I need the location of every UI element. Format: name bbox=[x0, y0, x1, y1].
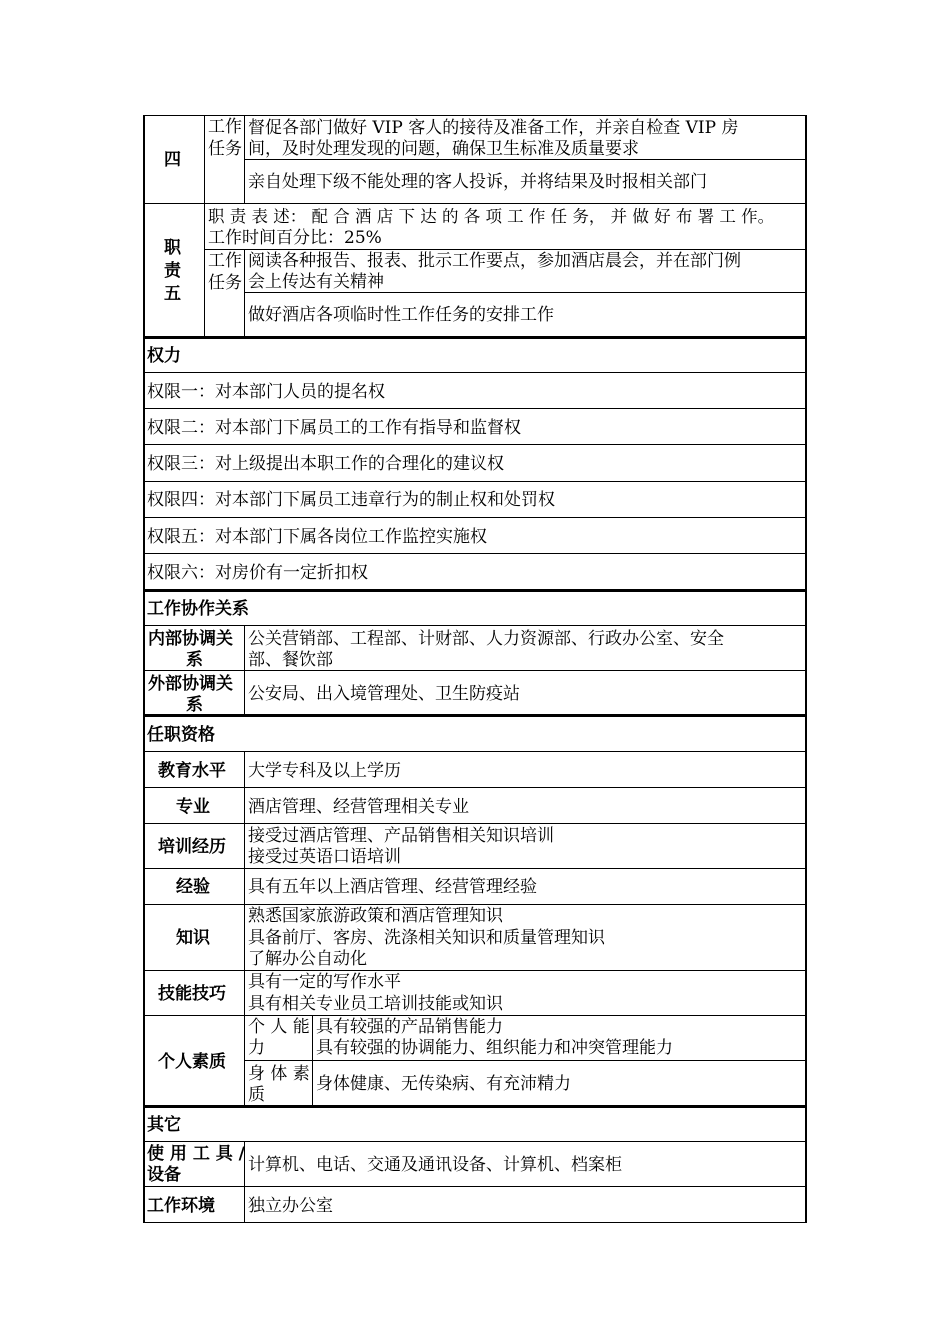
authority-line-2 bbox=[143, 444, 807, 445]
education-label: 教育水平 bbox=[158, 761, 226, 781]
duty5-label-line3: 五 bbox=[164, 284, 181, 304]
internal-label-line1: 内部协调关 bbox=[148, 629, 233, 649]
ability-label-line2: 力 bbox=[248, 1038, 265, 1058]
duty5-task-1-line2: 会上传达有关精神 bbox=[248, 272, 384, 292]
env-label: 工作环境 bbox=[147, 1196, 215, 1216]
qual-line-4 bbox=[143, 904, 807, 905]
qual-line-3 bbox=[143, 868, 807, 869]
duty5-task-label-divider bbox=[244, 249, 245, 337]
other-header-line bbox=[143, 1141, 807, 1142]
knowledge-label: 知识 bbox=[176, 928, 210, 948]
duty4-label: 四 bbox=[164, 150, 181, 170]
env-value: 独立办公室 bbox=[248, 1196, 333, 1216]
collab-header: 工作协作关系 bbox=[147, 599, 249, 619]
qual-line-2 bbox=[143, 823, 807, 824]
qual-line-5 bbox=[143, 970, 807, 971]
qual-line-1 bbox=[143, 787, 807, 788]
external-value: 公安局、出入境管理处、卫生防疫站 bbox=[248, 684, 520, 704]
table-right-border bbox=[805, 115, 807, 1223]
authority-line-4 bbox=[143, 517, 807, 518]
other-mid-line bbox=[143, 1186, 807, 1187]
authority-item-1: 权限一：对本部门人员的提名权 bbox=[147, 382, 385, 402]
collab-header-line bbox=[143, 625, 807, 626]
tools-value: 计算机、电话、交通及通讯设备、计算机、档案柜 bbox=[248, 1155, 622, 1175]
authority-top-line bbox=[143, 336, 807, 339]
major-value: 酒店管理、经营管理相关专业 bbox=[248, 797, 469, 817]
duty4-task-1-line1: 督促各部门做好 VIP 客人的接待及准备工作，并亲自检查 VIP 房 bbox=[248, 118, 739, 138]
duty5-label-line1: 职 bbox=[164, 238, 181, 258]
knowledge-value-line3: 了解办公自动化 bbox=[248, 949, 367, 969]
physical-value: 身体健康、无传染病、有充沛精力 bbox=[316, 1074, 571, 1094]
personal-label: 个人素质 bbox=[158, 1052, 226, 1072]
authority-item-3: 权限三：对上级提出本职工作的合理化的建议权 bbox=[147, 454, 504, 474]
qual-label-divider bbox=[244, 751, 245, 1106]
duty5-statement: 职 责 表 述： 配 合 酒 店 下 达 的 各 项 工 作 任 务， 并 做 好 布 署 工 作。 bbox=[208, 207, 775, 226]
duty4-bottom-line bbox=[143, 203, 807, 204]
knowledge-value-line1: 熟悉国家旅游政策和酒店管理知识 bbox=[248, 906, 503, 926]
qual-header-line bbox=[143, 751, 807, 752]
qual-line-6 bbox=[143, 1015, 807, 1016]
training-value-line2: 接受过英语口语培训 bbox=[248, 847, 401, 867]
other-top-line bbox=[143, 1105, 807, 1108]
ability-value-line1: 具有较强的产品销售能力 bbox=[316, 1017, 503, 1037]
internal-label-line2: 系 bbox=[186, 650, 203, 670]
tools-label-line1: 使 用 工 具 / bbox=[147, 1144, 245, 1164]
duty4-task-2: 亲自处理下级不能处理的客人投诉，并将结果及时报相关部门 bbox=[248, 172, 707, 192]
personal-mid-line bbox=[245, 1060, 806, 1061]
authority-item-5: 权限五：对本部门下属各岗位工作监控实施权 bbox=[147, 527, 487, 547]
ability-label-line1: 个 人 能 bbox=[248, 1017, 310, 1037]
tools-label-line2: 设备 bbox=[147, 1165, 181, 1185]
internal-value-line2: 部、餐饮部 bbox=[248, 650, 333, 670]
duty5-task-label: 工作任务 bbox=[208, 251, 242, 293]
duty5-task-1-line1: 阅读各种报告、报表、批示工作要点，参加酒店晨会，并在部门例 bbox=[248, 251, 741, 271]
authority-line-5 bbox=[143, 553, 807, 554]
authority-item-2: 权限二：对本部门下属员工的工作有指导和监督权 bbox=[147, 418, 521, 438]
major-label: 专业 bbox=[176, 797, 210, 817]
authority-item-6: 权限六：对房价有一定折扣权 bbox=[147, 563, 368, 583]
skill-value-line2: 具有相关专业员工培训技能或知识 bbox=[248, 994, 503, 1014]
qual-top-line bbox=[143, 714, 807, 717]
authority-item-4: 权限四：对本部门下属员工违章行为的制止权和处罚权 bbox=[147, 490, 555, 510]
duty-label-divider bbox=[204, 115, 205, 337]
collab-mid-line bbox=[143, 670, 807, 671]
internal-value-line1: 公关营销部、工程部、计财部、人力资源部、行政办公室、安全 bbox=[248, 629, 724, 649]
duty5-time-percent: 工作时间百分比：25% bbox=[208, 228, 382, 248]
collab-top-line bbox=[143, 589, 807, 592]
experience-label: 经验 bbox=[176, 877, 210, 897]
table-bottom-border bbox=[143, 1222, 807, 1223]
authority-line-1 bbox=[143, 408, 807, 409]
duty4-task-label: 工作任务 bbox=[208, 117, 242, 159]
education-value: 大学专科及以上学历 bbox=[248, 761, 401, 781]
authority-line-3 bbox=[143, 481, 807, 482]
duty5-label-line2: 责 bbox=[164, 261, 181, 281]
other-header: 其它 bbox=[147, 1115, 181, 1135]
training-label: 培训经历 bbox=[158, 837, 226, 857]
external-label-line1: 外部协调关 bbox=[148, 674, 233, 694]
duty4-task-1-line2: 间，及时处理发现的问题，确保卫生标准及质量要求 bbox=[248, 139, 639, 159]
qual-header: 任职资格 bbox=[147, 725, 215, 745]
authority-header: 权力 bbox=[147, 346, 181, 366]
experience-value: 具有五年以上酒店管理、经营管理经验 bbox=[248, 877, 537, 897]
knowledge-value-line2: 具备前厅、客房、洗涤相关知识和质量管理知识 bbox=[248, 928, 605, 948]
physical-label-line1: 身 体 素 bbox=[248, 1064, 310, 1084]
table-left-border bbox=[143, 115, 145, 1223]
skill-label: 技能技巧 bbox=[158, 984, 226, 1004]
skill-value-line1: 具有一定的写作水平 bbox=[248, 972, 401, 992]
physical-label-line2: 质 bbox=[248, 1085, 265, 1105]
duty5-statement-divider bbox=[205, 249, 806, 250]
training-value-line1: 接受过酒店管理、产品销售相关知识培训 bbox=[248, 826, 554, 846]
ability-value-line2: 具有较强的协调能力、组织能力和冲突管理能力 bbox=[316, 1038, 673, 1058]
external-label-line2: 系 bbox=[186, 695, 203, 715]
duty5-task-2: 做好酒店各项临时性工作任务的安排工作 bbox=[248, 305, 554, 325]
authority-header-line bbox=[143, 372, 807, 373]
